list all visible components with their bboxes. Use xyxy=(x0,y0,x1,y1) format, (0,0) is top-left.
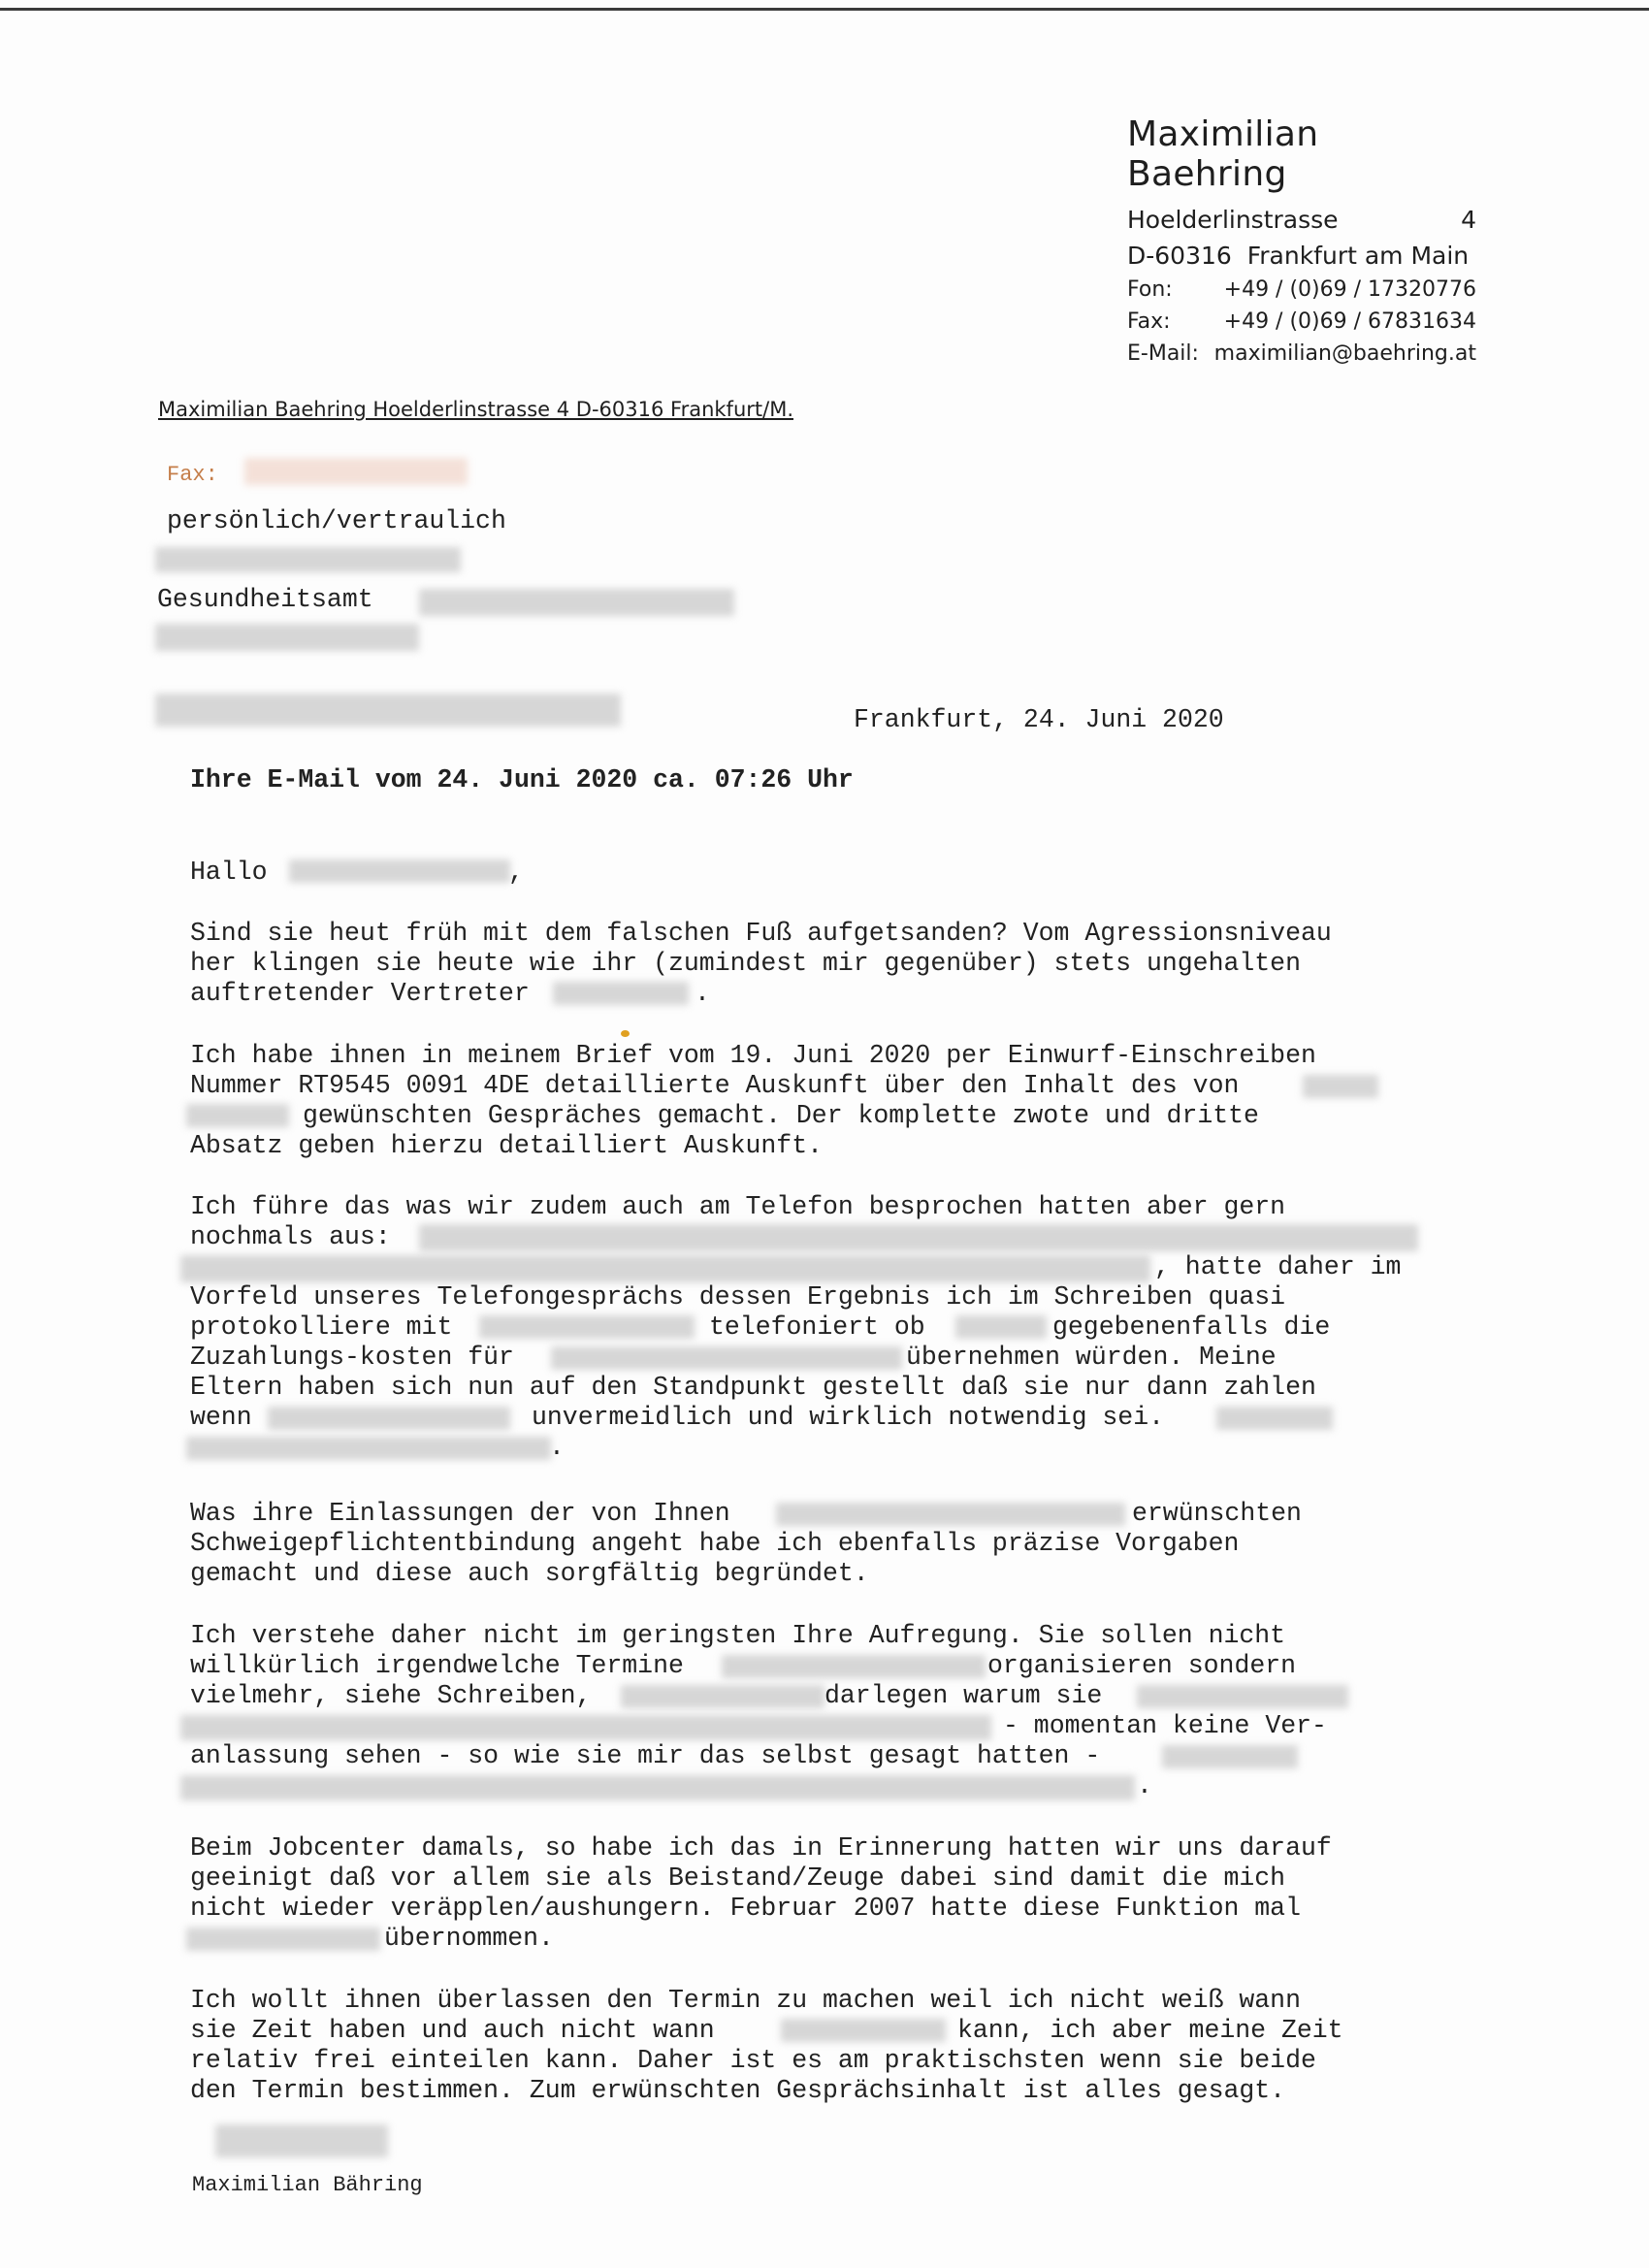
p5-line-3b: darlegen warum sie xyxy=(824,1681,1103,1710)
fax-value: +49 / (0)69 / 67831634 xyxy=(1223,309,1476,334)
p6-line-2: geeinigt daß vor allem sie als Beistand/Zeuge dabei sind damit die mich xyxy=(190,1863,1286,1893)
redacted-p5-e xyxy=(1162,1745,1298,1768)
redacted-greeting-name xyxy=(289,859,510,883)
p5-line-3a: vielmehr, siehe Schreiben, xyxy=(190,1681,592,1710)
letterhead xyxy=(1127,114,1476,366)
p2-line-1: Ich habe ihnen in meinem Brief vom 19. Juni 2020 per Einwurf-Einschreiben xyxy=(190,1041,1316,1070)
scan-edge-line xyxy=(0,8,1649,11)
p5-line-2b: organisieren sondern xyxy=(987,1651,1297,1680)
p5-line-4: - momentan keine Ver- xyxy=(1003,1711,1327,1740)
redacted-p5-c xyxy=(1137,1685,1348,1708)
p3-line-2: nochmals aus: xyxy=(190,1222,391,1251)
recipient-line-1: persönlich/vertraulich xyxy=(167,506,506,535)
redacted-p7 xyxy=(781,2019,946,2042)
sender-name: Maximilian Baehring xyxy=(1127,114,1319,194)
recipient-line-2: Gesundheitsamt xyxy=(157,585,373,614)
p2-line-3: gewünschten Gespräches gemacht. Der komplette zwote und dritte xyxy=(303,1101,1259,1130)
p4-line-1b: erwünschten xyxy=(1132,1499,1302,1528)
sender-fax-row xyxy=(1127,309,1476,334)
p5-line-1: Ich verstehe daher nicht im geringsten Ihre Aufregung. Sie sollen nicht xyxy=(190,1621,1286,1650)
sender-email-row xyxy=(1127,341,1476,366)
redacted-recipient-street xyxy=(155,624,419,651)
redacted-p3-f xyxy=(268,1407,510,1430)
p3-line-3: , hatte daher im xyxy=(1154,1252,1402,1281)
redacted-recipient-dept xyxy=(419,589,734,616)
p4-line-1a: Was ihre Einlassungen der von Ihnen xyxy=(190,1499,730,1528)
sender-street-row xyxy=(1127,206,1476,234)
p4-line-3: gemacht und diese auch sorgfältig begründet. xyxy=(190,1559,869,1588)
redacted-recipient-name xyxy=(155,547,461,572)
fon-label: Fon: xyxy=(1127,277,1173,302)
sender-city: D-60316 Frankfurt am Main xyxy=(1127,242,1470,270)
p5-line-2a: willkürlich irgendwelche Termine xyxy=(190,1651,684,1680)
p5-line-6: . xyxy=(1137,1771,1152,1800)
redacted-p6 xyxy=(186,1928,380,1951)
redacted-p5-a xyxy=(722,1655,986,1678)
redacted-p3-h xyxy=(186,1437,551,1460)
redacted-p1 xyxy=(553,982,689,1005)
p1-line-3b: . xyxy=(695,979,710,1008)
redacted-p3-g xyxy=(1216,1407,1333,1430)
sender-fon-row xyxy=(1127,277,1476,302)
p7-line-3: relativ frei einteilen kann. Daher ist es am praktischsten wenn sie beide xyxy=(190,2046,1316,2075)
greeting-word: Hallo xyxy=(190,858,268,887)
p3-line-8a: wenn xyxy=(190,1403,252,1432)
signature-name: Maximilian Bähring xyxy=(192,2173,423,2197)
p3-line-6a: Zuzahlungs-kosten für xyxy=(190,1343,514,1372)
fon-value: +49 / (0)69 / 17320776 xyxy=(1223,277,1476,302)
p5-line-5: anlassung sehen - so wie sie mir das selbst gesagt hatten - xyxy=(190,1741,1101,1770)
p7-line-1: Ich wollt ihnen überlassen den Termin zu machen weil ich nicht weiß wann xyxy=(190,1986,1301,2015)
p3-line-6b: übernehmen würden. Meine xyxy=(906,1343,1277,1372)
redacted-p3-b xyxy=(180,1255,1150,1282)
p2-line-4: Absatz geben hierzu detailliert Auskunft. xyxy=(190,1131,824,1160)
p3-line-7: Eltern haben sich nun auf den Standpunkt gestellt daß sie nur dann zahlen xyxy=(190,1373,1316,1402)
redacted-signature xyxy=(215,2124,388,2157)
p4-line-2: Schweigepflichtentbindung angeht habe ich ebenfalls präzise Vorgaben xyxy=(190,1529,1240,1558)
p7-line-2b: kann, ich aber meine Zeit xyxy=(957,2016,1343,2045)
p6-line-1: Beim Jobcenter damals, so habe ich das in Erinnerung hatten wir uns darauf xyxy=(190,1833,1332,1863)
p3-line-1: Ich führe das was wir zudem auch am Telefon besprochen hatten aber gern xyxy=(190,1192,1286,1221)
p3-line-4: Vorfeld unseres Telefongesprächs dessen Ergebnis ich im Schreiben quasi xyxy=(190,1282,1286,1312)
sender-house-number: 4 xyxy=(1461,206,1476,234)
redacted-p3-a xyxy=(419,1224,1418,1251)
redacted-p2-b xyxy=(186,1104,289,1127)
return-address: Maximilian Baehring Hoelderlinstrasse 4 D-60316 Frankfurt/M. xyxy=(158,398,793,421)
date-line: Frankfurt, 24. Juni 2020 xyxy=(854,705,1224,734)
redacted-p5-b xyxy=(621,1685,824,1708)
redacted-p4 xyxy=(776,1503,1125,1526)
redacted-p2-a xyxy=(1303,1075,1378,1098)
greeting-comma: , xyxy=(508,858,524,887)
redacted-p3-e xyxy=(551,1346,902,1370)
redacted-p3-c xyxy=(479,1315,695,1339)
redacted-p5-f xyxy=(180,1775,1135,1800)
p3-line-5c: gegebenenfalls die xyxy=(1052,1312,1331,1342)
p6-line-3: nicht wieder veräpplen/aushungern. Februar 2007 hatte diese Funktion mal xyxy=(190,1894,1301,1923)
email-label: E-Mail: xyxy=(1127,341,1199,366)
sender-street: Hoelderlinstrasse xyxy=(1127,206,1339,234)
scan-fleck xyxy=(621,1030,630,1037)
p6-line-4: übernommen. xyxy=(384,1924,554,1953)
p1-line-3a: auftretender Vertreter xyxy=(190,979,530,1008)
p3-line-9: . xyxy=(549,1433,565,1462)
p3-line-5a: protokolliere mit xyxy=(190,1312,453,1342)
p2-line-2: Nummer RT9545 0091 4DE detaillierte Auskunft über den Inhalt des von xyxy=(190,1071,1240,1100)
redacted-fax-number xyxy=(244,458,468,485)
fax-label: Fax: xyxy=(1127,309,1171,334)
redacted-p3-d xyxy=(955,1315,1047,1339)
p3-line-8b: unvermeidlich und wirklich notwendig sei. xyxy=(532,1403,1165,1432)
redacted-p5-d xyxy=(180,1715,991,1740)
fax-stamp-label: Fax: xyxy=(167,463,218,487)
p1-line-2: her klingen sie heute wie ihr (zumindest mir gegenüber) stets ungehalten xyxy=(190,949,1301,978)
p1-line-1: Sind sie heut früh mit dem falschen Fuß aufgetsanden? Vom Agressionsniveau xyxy=(190,919,1332,948)
email-value: maximilian@baehring.at xyxy=(1213,341,1476,366)
p7-line-2a: sie Zeit haben und auch nicht wann xyxy=(190,2016,715,2045)
p3-line-5b: telefoniert ob xyxy=(709,1312,925,1342)
redacted-recipient-city xyxy=(155,694,621,727)
subject-line: Ihre E-Mail vom 24. Juni 2020 ca. 07:26 Uhr xyxy=(190,765,854,794)
p7-line-4: den Termin bestimmen. Zum erwünschten Gesprächsinhalt ist alles gesagt. xyxy=(190,2076,1286,2105)
sender-city-row xyxy=(1127,242,1476,270)
